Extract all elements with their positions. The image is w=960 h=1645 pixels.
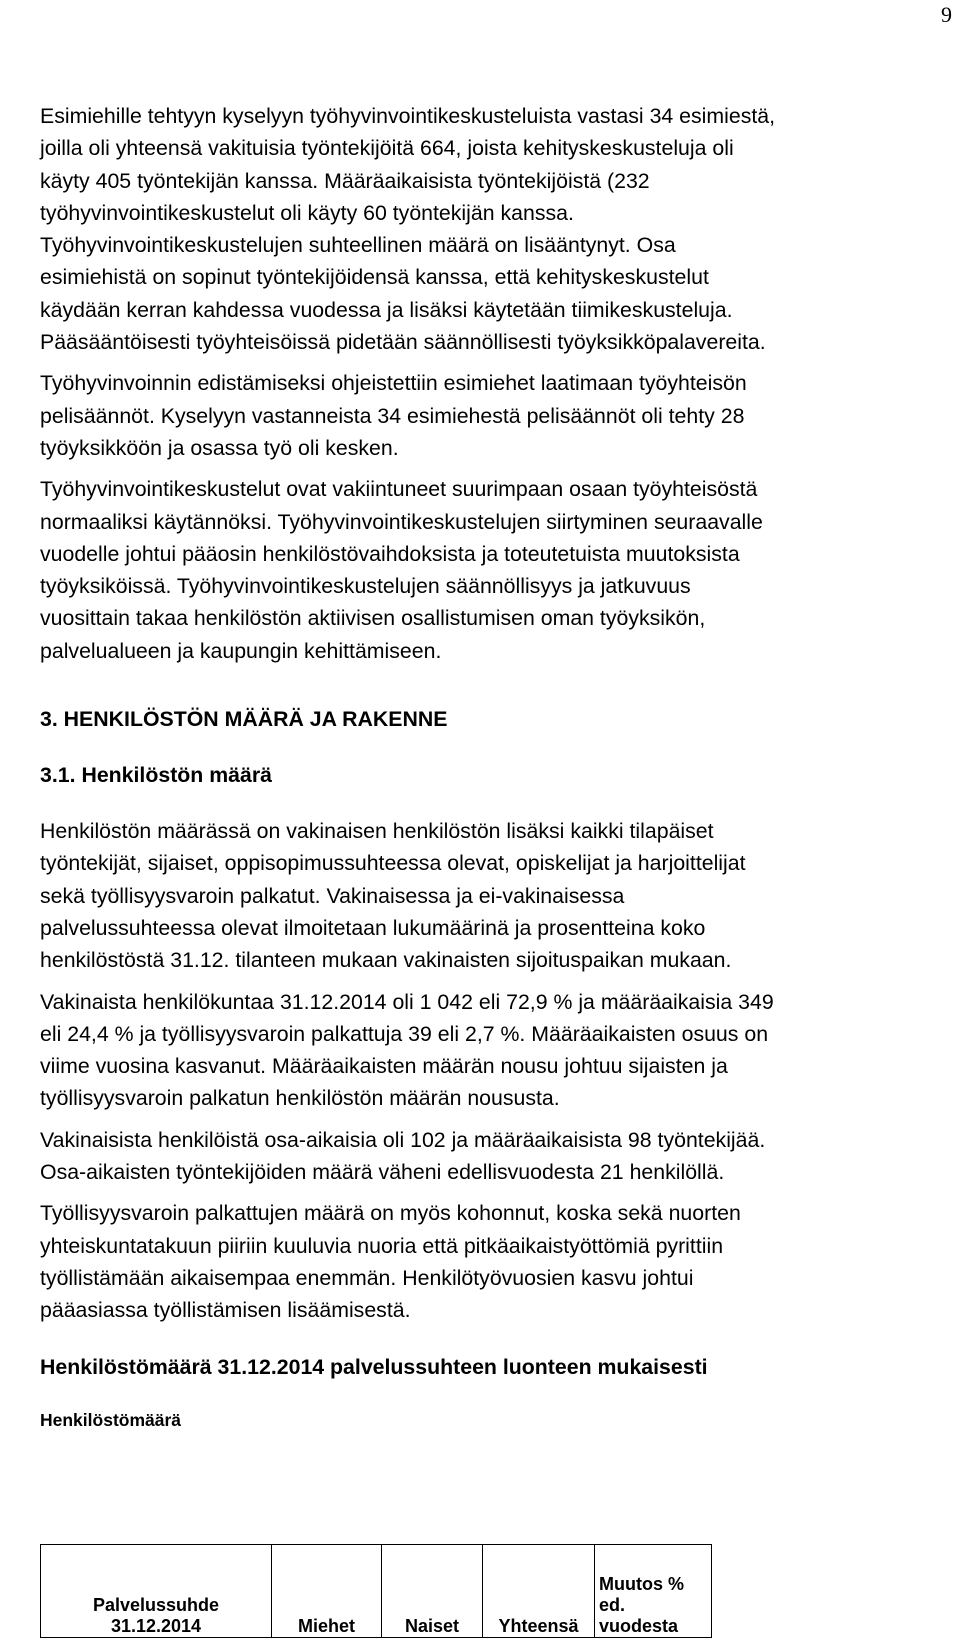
table-title: Henkilöstömäärä 31.12.2014 palvelussuhteen luonteen mukaisesti [40,1354,708,1379]
text-line: Esimiehille tehtyyn kyselyyn työhyvinvointikeskusteluista vastasi 34 esimiestä, [40,104,776,128]
text-line: Henkilöstön määrässä on vakinaisen henkilöstön lisäksi kaikki tilapäiset [40,819,714,844]
document-body [40,100,955,1433]
text-line: yhteiskuntatakuun piiriin kuuluvia nuoria että pitkäaikaistyöttömiä pyrittiin [40,1233,724,1258]
text-line: käyty 405 työntekijän kanssa. Määräaikaisista työntekijöistä (232 [40,168,650,193]
text-line: henkilöstöstä 31.12. tilanteen mukaan vakinaisten sijoituspaikan mukaan. [40,948,732,973]
text-line: sekä työllisyysvaroin palkatut. Vakinaisessa ja ei-vakinaisessa [40,883,625,908]
subsection-heading: 3.1. Henkilöstön määrä [40,763,272,788]
text-line: pelisäännöt. Kyselyyn vastanneista 34 esimiehestä pelisäännöt oli tehty 28 [40,403,745,428]
page-number: 9 [941,2,952,27]
text-line: käydään kerran kahdessa vuodessa ja lisäksi käytetään tiimikeskusteluja. [40,297,733,322]
text-line: Pääsääntöisesti työyhteisöissä pidetään säännöllisesti työyksikköpalavereita. [40,330,766,355]
text-line: viime vuosina kasvanut. Määräaikaisten määrän nousu johtuu sijaisten ja [40,1054,728,1079]
paragraph-permanent-staff [40,986,955,1115]
text-line: työllistämään aikaisempaa enemmän. Henkilötyövuosien kasvu johtui [40,1265,694,1290]
text-line: Osa-aikaisten työntekijöiden määrä väheni edellisvuodesta 21 henkilöllä. [40,1160,725,1185]
text-line: työyksikköön ja osassa työ oli kesken. [40,435,399,460]
text-line: Työhyvinvoinnin edistämiseksi ohjeistettiin esimiehet laatimaan työyhteisön [40,371,747,396]
text-line: joilla oli yhteensä vakituisia työntekijöitä 664, joista kehityskeskusteluja oli [40,136,734,161]
text-line: palvelualueen ja kaupungin kehittämiseen. [40,638,442,663]
table-header-row [41,1545,712,1638]
text-line: Työhyvinvointikeskustelujen suhteellinen määrä on lisääntynyt. Osa [40,233,676,258]
header-women: Naiset [382,1545,483,1638]
text-line: Työllisyysvaroin palkattujen määrä on myös kohonnut, koska sekä nuorten [40,1201,741,1226]
paragraph-part-time [40,1124,955,1189]
paragraph-rules [40,367,955,464]
text-line: työntekijät, sijaiset, oppisopimussuhteessa olevat, opiskelijat ja harjoittelijat [40,851,746,876]
text-line: Vakinaisista henkilöistä osa-aikaisia oli 102 ja määräaikaisista 98 työntekijää. [40,1127,766,1152]
text-line: vuodelle johtui pääosin henkilöstövaihdoksista ja toteutetuista muutoksista [40,541,740,566]
paragraph-survey [40,100,955,358]
text-line: esimiehistä on sopinut työntekijöidensä kanssa, että kehityskeskustelut [40,265,709,290]
text-line: palvelussuhteessa olevat ilmoitetaan lukumäärinä ja prosentteina koko [40,915,706,940]
paragraph-staff-definition [40,815,955,976]
header-employment-relationship: Palvelussuhde 31.12.2014 [41,1545,272,1638]
text-line: eli 24,4 % ja työllisyysvaroin palkattuja 39 eli 2,7 %. Määräaikaisten osuus on [40,1021,769,1046]
text-line: vuosittain takaa henkilöstön aktiivisen osallistumisen oman työyksikön, [40,606,706,631]
paragraph-employment-funds [40,1197,955,1326]
text-line: normaaliksi käytännöksi. Työhyvinvointikeskustelujen siirtyminen seuraavalle [40,509,763,534]
paragraph-discussions [40,473,955,667]
text-line: Vakinaista henkilökuntaa 31.12.2014 oli 1 042 eli 72,9 % ja määräaikaisia 349 [40,989,774,1014]
header-men: Miehet [272,1545,382,1638]
section-heading: 3. HENKILÖSTÖN MÄÄRÄ JA RAKENNE [40,707,448,732]
text-line: työhyvinvointikeskustelut oli käyty 60 työntekijän kanssa. [40,200,574,225]
staff-count-table [40,1544,712,1638]
table-subtitle: Henkilöstömäärä [40,1409,182,1430]
text-line: pääasiassa työllistämisen lisäämisestä. [40,1298,411,1323]
text-line: työllisyysvaroin palkatun henkilöstön määrän noususta. [40,1086,560,1111]
header-change-percent: Muutos % ed. vuodesta [595,1545,712,1638]
text-line: työyksiköissä. Työhyvinvointikeskustelujen säännöllisyys ja jatkuvuus [40,574,691,599]
header-total: Yhteensä [483,1545,595,1638]
text-line: Työhyvinvointikeskustelut ovat vakiintuneet suurimpaan osaan työyhteisöstä [40,477,758,502]
